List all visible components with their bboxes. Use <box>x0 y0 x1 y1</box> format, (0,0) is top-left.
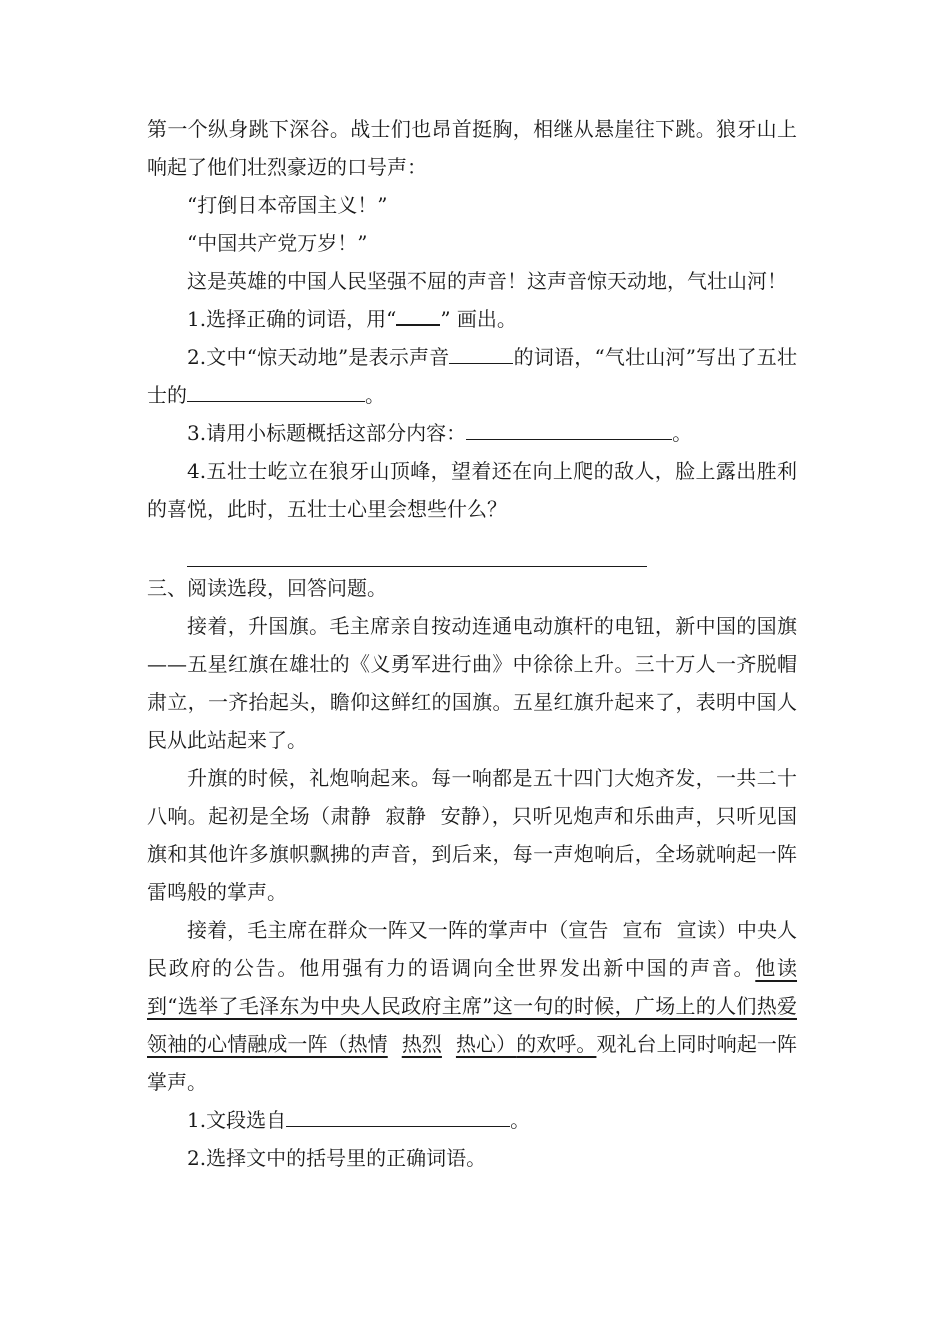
question-text: 3.请用小标题概括这部分内容： <box>187 421 467 445</box>
question-text: 1.文段选自 <box>187 1108 287 1132</box>
question-1 <box>147 300 797 338</box>
question-1 <box>147 1101 797 1139</box>
question-4: 4.五壮士屹立在狼牙山顶峰，望着还在向上爬的敌人，脸上露出胜利的喜悦，此时，五壮士心里会想些什么？ <box>147 459 797 521</box>
question-text: 。 <box>672 421 693 445</box>
passage-text: 他读到“选举了毛泽东为中央人民政府主席”这一句的时候，广场上的人们热爱领袖的心情融成一阵（热情 <box>147 956 798 1056</box>
answer-line[interactable] <box>187 528 647 567</box>
word-option[interactable]: 热心） <box>455 1032 517 1056</box>
passage-paragraph: 这是英雄的中国人民坚强不屈的声音！这声音惊天动地，气壮山河！ <box>187 269 787 293</box>
answer-blank[interactable] <box>187 379 365 402</box>
passage-text: ），只听见炮声和乐曲声，只听见国旗和其他许多旗帜飘拂的声音，到后来，每一声炮响后，全场就响起一阵雷鸣般的掌声。 <box>147 804 797 904</box>
passage-text: 的欢呼。 <box>516 1032 597 1056</box>
question-2 <box>147 338 797 414</box>
passage-text: 升旗的时候，礼炮响起来。每一响都是五十四门大炮齐发，一共二十八响。起初是全场（肃静 <box>147 766 797 828</box>
question-2: 2.选择文中的括号里的正确词语。 <box>187 1146 487 1170</box>
answer-blank[interactable] <box>286 1104 510 1127</box>
word-option[interactable]: 宣布 <box>622 918 663 942</box>
question-text: 1.选择正确的词语，用“ <box>187 307 397 331</box>
document-page <box>147 110 797 1177</box>
question-text: 。 <box>510 1108 531 1132</box>
slogan-line: “打倒日本帝国主义！” <box>187 193 388 217</box>
question-text: 2.文中“惊天动地”是表示声音 <box>187 345 450 369</box>
answer-blank[interactable] <box>466 417 672 440</box>
passage-paragraph: 接着，升国旗。毛主席亲自按动连通电动旗杆的电钮，新中国的国旗——五星红旗在雄壮的《义勇军进行曲》中徐徐上升。三十万人一齐脱帽肃立，一齐抬起头，瞻仰这鲜红的国旗。五星红旗升起来了，表明中国人民从此站起来了。 <box>147 614 797 752</box>
word-option[interactable]: 安静 <box>440 804 482 828</box>
passage-paragraph: 第一个纵身跳下深谷。战士们也昂首挺胸，相继从悬崖往下跳。狼牙山上响起了他们壮烈豪迈的口号声： <box>147 117 797 179</box>
passage-text: ）中央人民政府的公告。他用强有力的语调向全世界发出新中国的声音。 <box>147 918 798 980</box>
word-option[interactable]: 宣读 <box>676 918 717 942</box>
word-option[interactable]: 寂静 <box>385 804 427 828</box>
question-text: 的词语，“气壮山河”写出了五壮士的 <box>147 345 797 407</box>
passage-paragraph <box>147 911 797 1101</box>
word-option[interactable]: 热烈 <box>401 1032 442 1056</box>
question-text: 。 <box>365 383 385 407</box>
passage-paragraph <box>147 759 797 911</box>
question-3 <box>147 414 797 452</box>
passage-text: 观礼台上同时响起一阵掌声。 <box>147 1032 797 1094</box>
answer-blank[interactable] <box>449 341 513 364</box>
underline-sample <box>396 302 440 326</box>
passage-text: 接着，毛主席在群众一阵又一阵的掌声中（宣告 <box>187 918 609 942</box>
question-text: ” 画出。 <box>440 307 517 331</box>
section-heading: 三、阅读选段，回答问题。 <box>147 576 387 600</box>
slogan-line: “中国共产党万岁！” <box>187 231 368 255</box>
